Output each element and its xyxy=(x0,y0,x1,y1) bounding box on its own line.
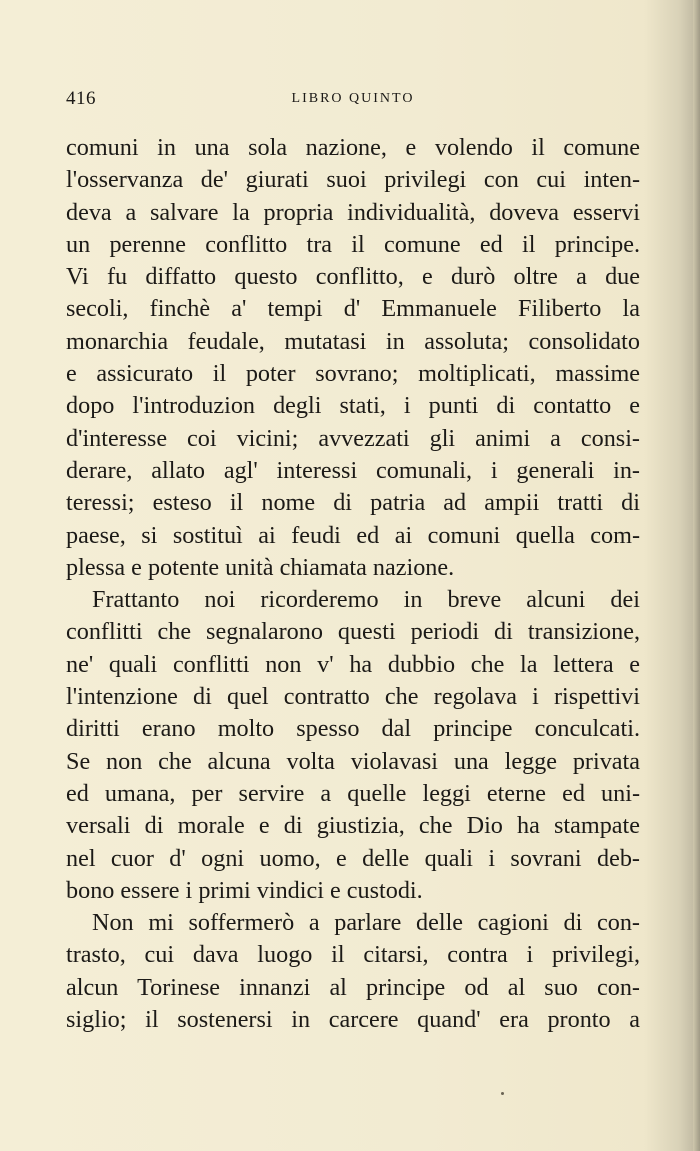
text-line: deva a salvare la propria individualità, doveva esservi xyxy=(66,198,640,226)
text-line: d'interesse coi vicini; avvezzati gli animi a consi- xyxy=(66,424,640,452)
running-head: LIBRO QUINTO xyxy=(291,91,415,106)
page-edge xyxy=(693,0,700,1151)
text-line: nel cuor d' ogni uomo, e delle quali i sovrani deb- xyxy=(66,844,640,872)
text-line: bono essere i primi vindici e custodi. xyxy=(66,876,423,904)
text-line: l'intenzione di quel contratto che regolava i rispettivi xyxy=(66,683,640,711)
text-line: un perenne conflitto tra il comune ed il principe. xyxy=(66,230,640,258)
text-line: versali di morale e di giustizia, che Dio ha stampate xyxy=(66,812,640,840)
text-line: teressi; esteso il nome di patria ad ampii tratti di xyxy=(66,489,640,517)
text-line: Vi fu diffatto questo conflitto, e durò oltre a due xyxy=(66,263,640,291)
page-header xyxy=(66,88,640,114)
text-line: Frattanto noi ricorderemo in breve alcuni dei xyxy=(92,586,640,614)
text-line: conflitti che segnalarono questi periodi di transizione, xyxy=(66,618,640,646)
text-line: alcun Torinese innanzi al principe od al suo con- xyxy=(66,973,640,1001)
text-line: plessa e potente unità chiamata nazione. xyxy=(66,553,455,581)
page-number: 416 xyxy=(66,88,96,109)
text-line: ed umana, per servire a quelle leggi eterne ed uni- xyxy=(66,779,640,807)
text-line: Non mi soffermerò a parlare delle cagioni di con- xyxy=(92,909,640,937)
text-line: comuni in una sola nazione, e volendo il comune xyxy=(66,134,640,161)
paper-speck xyxy=(501,1092,504,1095)
text-line: derare, allato agl' interessi comunali, i generali in- xyxy=(66,456,640,484)
text-line: monarchia feudale, mutatasi in assoluta; consolidato xyxy=(66,327,640,355)
body-text xyxy=(66,132,640,1036)
text-line: siglio; il sostenersi in carcere quand' era pronto a xyxy=(66,1006,640,1034)
text-line: diritti erano molto spesso dal principe conculcati. xyxy=(66,715,640,743)
text-line: ne' quali conflitti non v' ha dubbio che la lettera e xyxy=(66,650,640,678)
text-line: secoli, finchè a' tempi d' Emmanuele Filiberto la xyxy=(66,295,640,323)
text-line: e assicurato il poter sovrano; moltiplicati, massime xyxy=(66,360,640,388)
text-line: trasto, cui dava luogo il citarsi, contra i privilegi, xyxy=(66,941,640,969)
text-line: paese, si sostituì ai feudi ed ai comuni quella com- xyxy=(66,521,640,549)
text-line: dopo l'introduzion degli stati, i punti di contatto e xyxy=(66,392,640,420)
text-line: Se non che alcuna volta violavasi una legge privata xyxy=(66,747,640,775)
text-line: l'osservanza de' giurati suoi privilegi con cui inten- xyxy=(66,166,640,194)
